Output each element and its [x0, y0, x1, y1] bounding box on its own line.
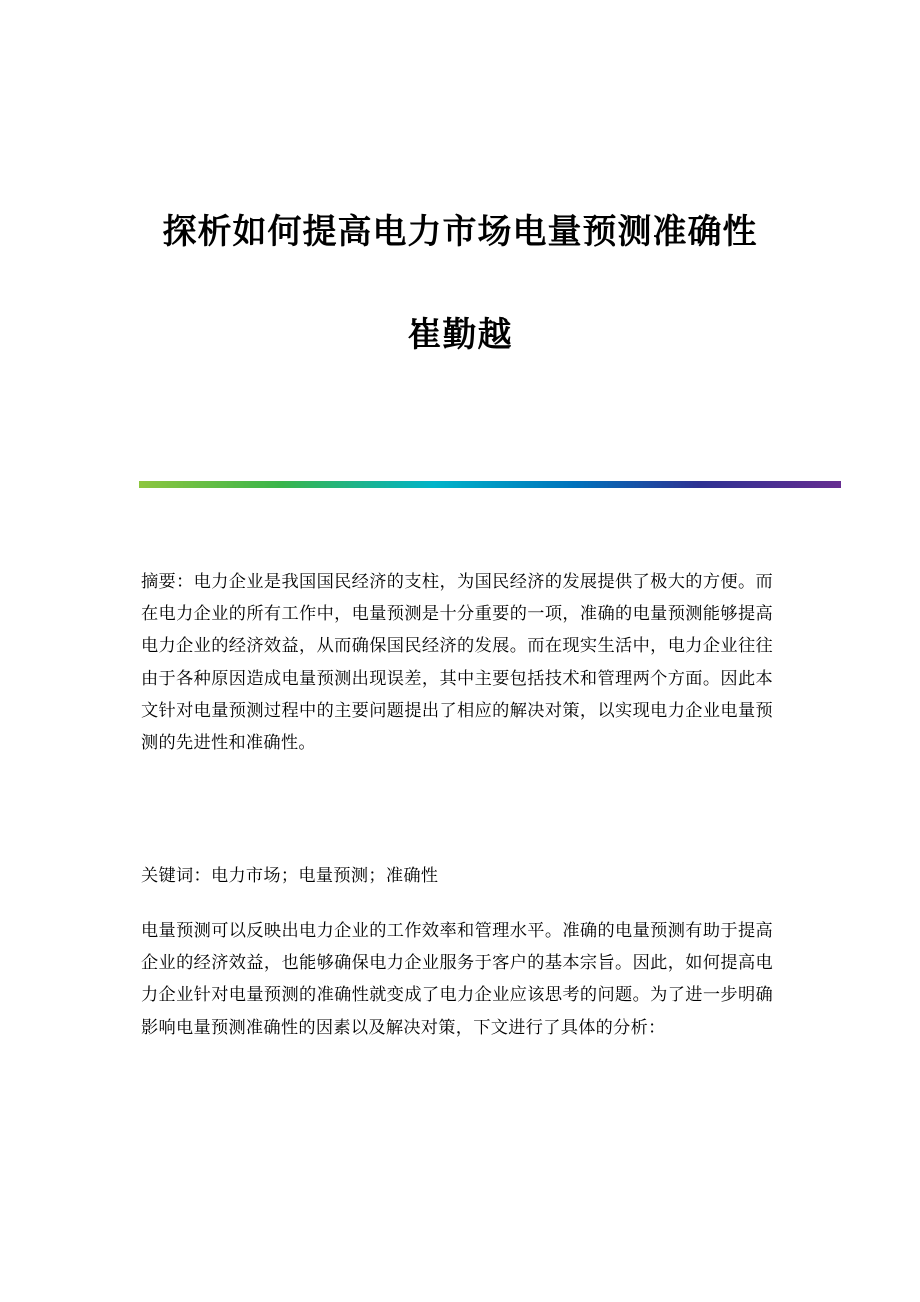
abstract-paragraph: 摘要：电力企业是我国国民经济的支柱，为国民经济的发展提供了极大的方便。而在电力企业的所有工作中，电量预测是十分重要的一项，准确的电量预测能够提高电力企业的经济效益，从而确保国民经济的发展。而在现实生活中，电力企业往往由于各种原因造成电量预测出现误差，其中主要包括技术和管理两个方面。因此本文针对电量预测过程中的主要问题提出了相应的解决对策，以实现电力企业电量预测的先进性和准确性。: [141, 572, 773, 754]
document-author: 崔勤越: [407, 315, 513, 355]
gradient-divider: [139, 481, 841, 488]
body-paragraph: 电量预测可以反映出电力企业的工作效率和管理水平。准确的电量预测有助于提高企业的经济效益，也能够确保电力企业服务于客户的基本宗旨。因此，如何提高电力企业针对电量预测的准确性就变成了电力企业应该思考的问题。为了进一步明确影响电量预测准确性的因素以及解决对策，下文进行了具体的分析：: [141, 921, 773, 1038]
document-title: 探析如何提高电力市场电量预测准确性: [162, 212, 758, 252]
keywords-line: 关键词：电力市场；电量预测；准确性: [141, 866, 439, 886]
